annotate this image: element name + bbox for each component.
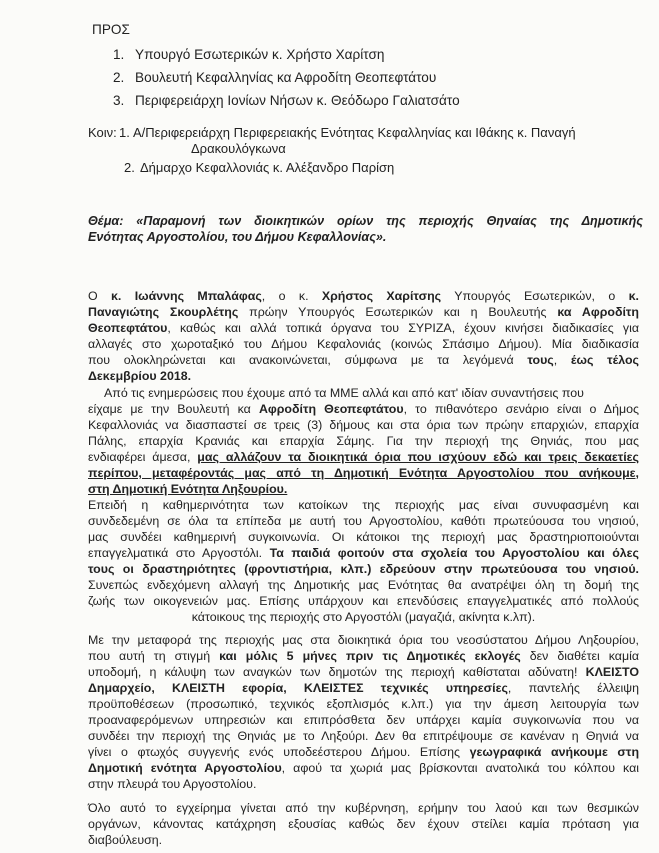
p3-line-2: συνδεδεμένη σε όλα τα επίπεδα με αυτή του Αργοστολίου, καθότι πρωτεύουσα του νησιού, <box>88 514 639 528</box>
p3-line-4: επαγγελματικά στο Αργοστόλι. Τα παιδιά φοιτούν στα σχολεία του Αργοστολίου και όλες <box>88 546 639 560</box>
koin-2: Δήμαρχο Κεφαλλονιάς κ. Αλέξανδρο Παρίση <box>140 160 395 175</box>
p4-line-5: προϋποθέσεων (προσωπικό, τεχνικός εξοπλισμός κ.λπ.) για την άμεση λειτουργία των <box>88 697 639 711</box>
recipient-2-number: 2. <box>113 70 125 85</box>
p4-line-6: προαναφερόμενων υπηρεσιών και επιπρόσθετα δεν υπάρχει καμία συγκοινωνία που να <box>88 713 639 727</box>
p2-line-3: Κεφαλλονιάς να διασπαστεί σε τρεις (3) δήμους και στα όρια των πρώην επαρχιών, επαρχία <box>88 418 639 432</box>
p3-line-3: μας συνδέει καθημερινή συγκοινωνία. Οι κάτοικοι της περιοχή μας δραστηριοποιούνται <box>88 530 639 544</box>
koin-1-line-1: Α/Περιφερειάρχη Περιφερειακής Ενότητας Κεφαλληνίας και Ιθάκης κ. Παναγή <box>133 125 576 140</box>
p4-line-7: συνδέει την περιοχή της Θηνιάς με το Ληξούρι. Δεν θα επιτρέψουμε σε κανέναν η Θηνιά να <box>88 729 639 743</box>
subject-line-1: Θέμα: «Παραμονή των διοικητικών ορίων της περιοχής Θηναίας της Δημοτικής <box>88 214 643 228</box>
p3-line-8: κάτοικους της περιοχής στο Αργοστόλι (μαγαζιά, ακίνητα κ.λπ). <box>191 610 536 624</box>
koin-1-line-2: Δρακουλόγκωνα <box>191 141 286 156</box>
p2-line-2: είχαμε με την Βουλευτή κα Αφροδίτη Θεοπεφτάτου, το πιθανότερο σενάριο είναι ο Δήμος <box>88 402 639 416</box>
p1-line-1: Ο κ. Ιωάννης Μπαλάφας, ο κ. Χρήστος Χαρίτσης Υπουργός Εσωτερικών, ο κ. <box>88 289 639 303</box>
p4-line-10: στην πλευρά του Αργοστολίου. <box>88 777 257 791</box>
p4-line-8: γίνει ο φτωχός συγγενής ενός υποδεέστερου Δήμου. Επίσης γεωγραφικά ανήκουμε στη <box>88 745 640 759</box>
subject-line-2: Ενότητας Αργοστολίου, του Δήμου Κεφαλλονίας». <box>88 230 387 244</box>
koin-label: Κοιν: <box>88 125 117 140</box>
p5-line-1: Όλο αυτό το εγχείρημα γίνεται από την κυβέρνηση, ερήμην του λαού και των θεσμικών <box>88 801 639 815</box>
p4-line-2: που αυτή τη στιγμή και μόλις 5 μήνες πριν τις Δημοτικές εκλογές δεν διαθέτει καμία <box>88 649 640 663</box>
p4-line-3: υποδομή, η κάλυψη των αναγκών των δημοτών της περιοχή καθίσταται αδύνατη! ΚΛΕΙΣΤΟ <box>88 665 639 679</box>
pros-label: ΠΡΟΣ <box>92 22 130 37</box>
p2-line-1: Από τις ενημερώσεις που έχουμε από τα ΜΜΕ αλλά και από κατ' ιδίαν συναντήσεις που <box>104 386 584 400</box>
recipient-3: Περιφερειάρχη Ιονίων Νήσων κ. Θεόδωρο Γαλιατσάτο <box>135 93 460 108</box>
p1-line-5: που ολοκληρώνεται και ανακοινώνεται, σύμφωνα με τα λεγόμενά τους, έως τέλος <box>88 353 639 367</box>
p1-line-4: αλλαγές στο χωροταξικό του Δήμου Κεφαλονιάς (κοινώς Σπάσιμο Δήμου). Μία διαδικασία <box>88 337 639 351</box>
recipient-1: Υπουργό Εσωτερικών κ. Χρήστο Χαρίτση <box>135 47 385 62</box>
p3-line-7: ζωής των οικογενειών μας. Επίσης υπάρχουν και επενδύσεις επαγγελματικές από πολλούς <box>88 594 639 608</box>
p2-line-5: ενδιαφέρει άμεσα, μας αλλάζουν τα διοικητικά όρια που ισχύουν εδώ και τρεις δεκαετίες <box>88 450 639 464</box>
p2-line-4: Πάλης, επαρχία Κρανιάς και επαρχία Σάμης. Για την περιοχή της Θηνιάς, που μας <box>88 434 639 448</box>
p5-line-2: οργάνων, κάνοντας κατάχρηση εξουσίας καθώς δεν έχουν στείλει καμία πρόταση για <box>88 817 639 831</box>
p3-line-1: Επειδή η καθημερινότητα των κατοίκων της περιοχής μας είναι συνυφασμένη και <box>88 498 639 512</box>
recipient-1-number: 1. <box>113 47 125 62</box>
p3-line-5: τους οι δραστηριότητες (φροντιστήρια, κλπ.) εδρεύουν στην πρωτεύουσα του νησιού. <box>88 562 639 576</box>
p4-line-1: Με την μεταφορά της περιοχής μας στα διοικητικά όρια του νεοσύστατου Δήμου Ληξουρίου, <box>88 633 639 647</box>
p4-line-9: Δημοτική ενότητα Αργοστολίου, αφού τα χωριά μας βρίσκονται ανατολικά του κόλπου και <box>88 761 639 775</box>
recipient-3-number: 3. <box>113 93 125 108</box>
koin-2-number: 2. <box>124 160 135 175</box>
p1-line-2: Παναγιώτης Σκουρλέτης πρώην Υπουργός Εσωτερικών και η Βουλευτής κα Αφροδίτη <box>88 305 639 319</box>
p2-line-6: περίπου, μεταφέροντάς μας από τη Δημοτική Ενότητα Αργοστολίου που ανήκουμε, <box>88 466 639 480</box>
p2-line-7: στη Δημοτική Ενότητα Ληξουρίου. <box>88 482 288 496</box>
p1-line-3: Θεοπεφτάτου, καθώς και αλλά τοπικά όργανα του ΣΥΡΙΖΑ, έχουν κινήσει διαδικασίες για <box>88 321 639 335</box>
p4-line-4: Δημαρχείο, ΚΛΕΙΣΤΗ εφορία, ΚΛΕΙΣΤΕΣ τεχνικές υπηρεσίες, παντελής έλλειψη <box>88 681 639 695</box>
recipient-2: Βουλευτή Κεφαλληνίας κα Αφροδίτη Θεοπεφτάτου <box>135 70 437 85</box>
koin-1-number: 1. <box>119 125 130 140</box>
p3-line-6: Συνεπώς ενδεχόμενη αλλαγή της Δημοτικής μας Ενότητας θα ανατρέψει όλη τη δομή της <box>88 578 639 592</box>
p5-line-3: διαβούλευση. <box>88 833 163 847</box>
p1-line-6: Δεκεμβρίου 2018. <box>88 369 192 383</box>
